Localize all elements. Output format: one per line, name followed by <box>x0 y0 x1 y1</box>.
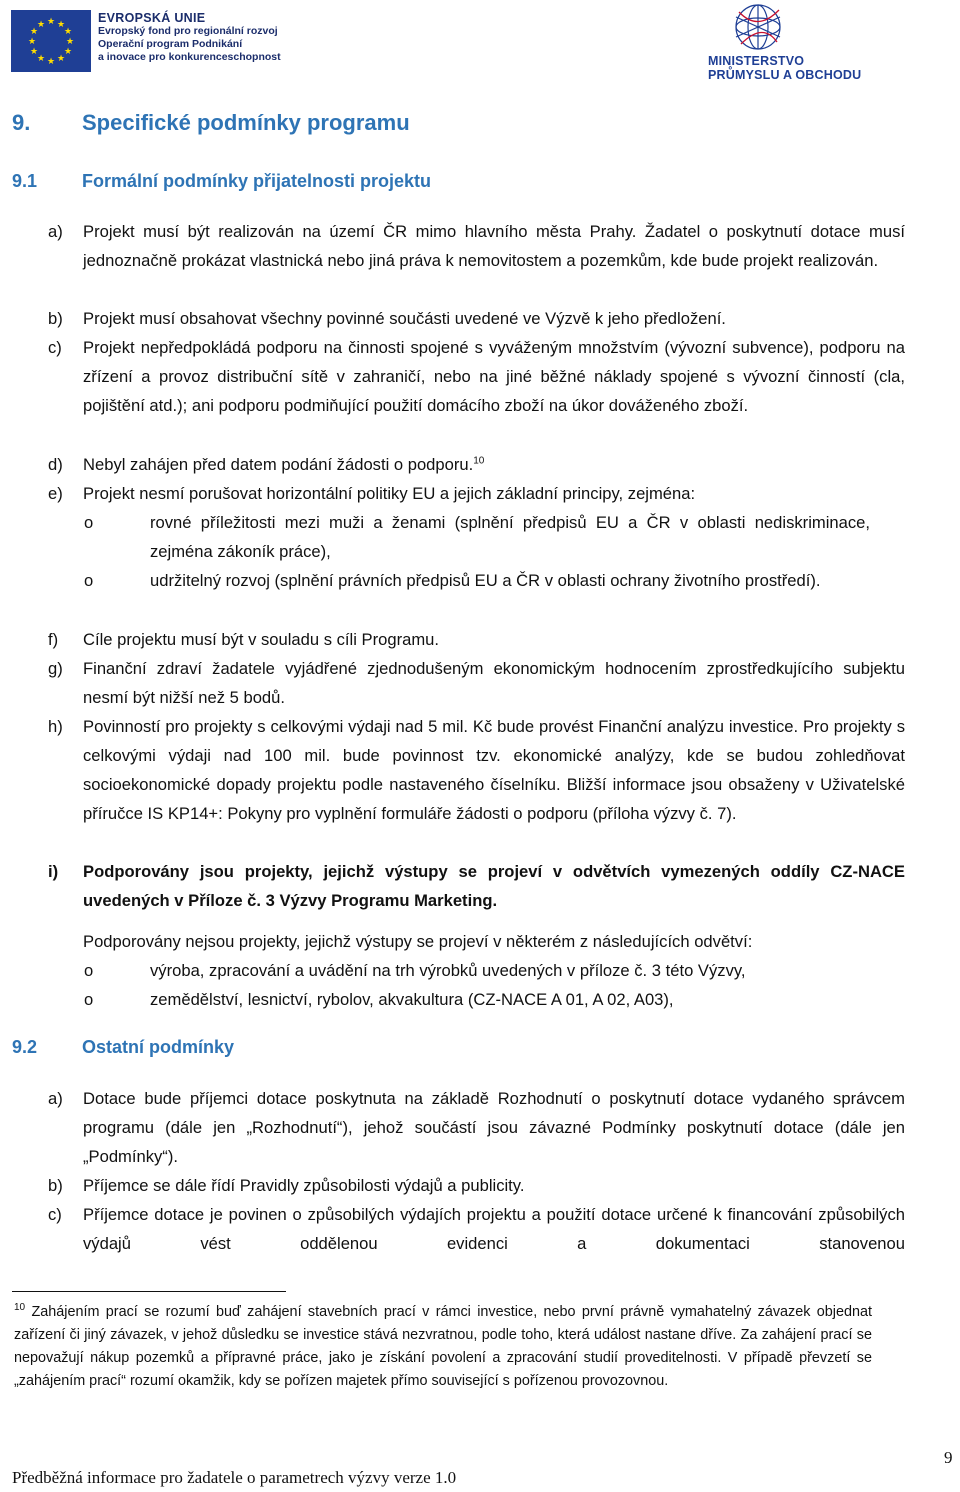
list-label: a) <box>48 1089 63 1108</box>
bullet-marker: o <box>84 990 94 1009</box>
eu-line-4: a inovace pro konkurenceschopnost <box>98 51 281 63</box>
svg-text:★: ★ <box>46 17 56 27</box>
not-supported-intro: Podporovány nejsou projekty, jejichž výstupy se projeví v některém z následujících odvětví: <box>83 932 753 951</box>
list-text: Projekt musí obsahovat všechny povinné součásti uvedené ve Výzvě k jeho předložení. <box>83 309 726 328</box>
list-text: Příjemce dotace je povinen o způsobilých výdajích projektu a použití dotace určené k financování způsobilých výdajů vést oddělenou evidenci a dokumentaci stanovenou <box>83 1205 905 1253</box>
list-label: i) <box>48 862 59 881</box>
list-label: d) <box>48 455 63 474</box>
svg-text:★: ★ <box>63 27 73 37</box>
bullet-marker: o <box>84 571 94 590</box>
svg-text:★: ★ <box>36 20 46 30</box>
ministry-line-1: MINISTERSTVO <box>708 54 805 68</box>
subsection-heading-9-2 <box>12 1037 612 1063</box>
list-text: Projekt nepředpokládá podporu na činnosti spojené s vyváženým množstvím (vývozní subvence), podporu na zřízení a provoz distribuční sítě v zahraničí, nebo na jiné běžné náklady spojené s vývozní činností (cla, pojištění atd.); ani podporu podmiňující použití domácího zboží na úkor dováženého zboží. <box>83 338 905 415</box>
ministry-line-2: PRŮMYSLU A OBCHODU <box>708 68 862 82</box>
footnote <box>14 1301 872 1393</box>
list-label: b) <box>48 1176 63 1195</box>
eu-stars-icon <box>11 10 91 72</box>
bullet-text: zemědělství, lesnictví, rybolov, akvakultura (CZ-NACE A 01, A 02, A03), <box>150 990 674 1009</box>
footnote-text: Zahájením prací se rozumí buď zahájení stavebních prací v rámci investice, nebo první právně vymahatelný závazek objednat zařízení či jiný závazek, v jehož důsledku se investice stává nezvratnou, podle toho, která událost nastane dříve. Za zahájení prací se nepovažují nákup pozemků a přípravné práce, jako je získání povolení a zpracování studií proveditelnosti. V případě převzetí se „zahájením prací“ rozumí okamžik, kdy se pořízen majetek přímo související s pořízenou provozovnou. <box>14 1304 872 1389</box>
svg-text:★: ★ <box>56 20 66 30</box>
list-label: a) <box>48 222 63 241</box>
list-text: Projekt nesmí porušovat horizontální politiky EU a jejich základní principy, zejména: <box>83 484 696 503</box>
list-text: Nebyl zahájen před datem podání žádosti o podporu. <box>83 455 474 474</box>
bullet-text: výroba, zpracování a uvádění na trh výrobků uvedených v příloze č. 3 této Výzvy, <box>150 961 746 980</box>
subsection-number: 9.2 <box>12 1037 38 1057</box>
list-label: g) <box>48 659 63 678</box>
page-footer: Předběžná informace pro žadatele o parametrech výzvy verze 1.0 <box>12 1468 457 1487</box>
subsection-heading-9-1 <box>12 171 612 197</box>
eu-line-1: EVROPSKÁ UNIE <box>98 11 206 25</box>
bullet-marker: o <box>84 513 94 532</box>
list-text: Podporovány jsou projekty, jejichž výstupy se projeví v odvětvích vymezených oddíly CZ-NACE uvedených v Příloze č. 3 Výzvy Programu Marketing. <box>83 862 905 910</box>
svg-text:★: ★ <box>56 54 66 64</box>
subsection-title: Ostatní podmínky <box>82 1037 235 1057</box>
list-text: Cíle projektu musí být v souladu s cíli Programu. <box>83 630 439 649</box>
eu-flag-logo <box>11 10 91 72</box>
subsection-number: 9.1 <box>12 171 38 191</box>
section-title: Specifické podmínky programu <box>82 110 410 135</box>
eu-logo-text <box>98 12 281 64</box>
list-text: Projekt musí být realizován na území ČR mimo hlavního města Prahy. Žadatel o poskytnutí dotace musí jednoznačně prokázat vlastnická nebo jiná práva k nemovitostem a pozemkům, kde bude projekt realizován. <box>83 222 905 270</box>
ministry-logo-text <box>708 54 861 82</box>
ministry-logo <box>705 2 875 82</box>
svg-text:★: ★ <box>27 37 37 47</box>
subsection-title: Formální podmínky přijatelnosti projektu <box>82 171 432 191</box>
footnote-separator <box>12 1291 286 1292</box>
list-label: h) <box>48 717 63 736</box>
list-label: c) <box>48 338 62 357</box>
page-header <box>0 0 960 88</box>
eu-line-2: Evropský fond pro regionální rozvoj <box>98 25 278 37</box>
list-text: Příjemce se dále řídí Pravidly způsobilosti výdajů a publicity. <box>83 1176 525 1195</box>
footnote-ref[interactable]: 10 <box>473 455 485 467</box>
bullet-text: rovné příležitosti mezi muži a ženami (splnění předpisů EU a ČR v oblasti nediskriminace, zejména zákoník práce), <box>150 513 870 561</box>
footnote-number: 10 <box>14 1302 26 1314</box>
section-heading <box>12 110 612 140</box>
bullet-text: udržitelný rozvoj (splnění právních předpisů EU a ČR v oblasti ochrany životního prostředí). <box>150 571 821 590</box>
page-number: 9 <box>944 1448 953 1467</box>
list-text: Dotace bude příjemci dotace poskytnuta na základě Rozhodnutí o poskytnutí dotace vydaného správcem programu (dále jen „Rozhodnutí“), jehož součástí jsou závazné Podmínky poskytnutí dotace (dále jen „Podmínky“). <box>83 1089 905 1166</box>
svg-text:★: ★ <box>63 47 73 57</box>
svg-text:★: ★ <box>65 37 75 47</box>
bullet-marker: o <box>84 961 94 980</box>
list-label: e) <box>48 484 63 503</box>
svg-text:★: ★ <box>29 27 39 37</box>
list-label: b) <box>48 309 63 328</box>
svg-text:★: ★ <box>29 47 39 57</box>
list-text: Povinností pro projekty s celkovými výdaji nad 5 mil. Kč bude provést Finanční analýzu investice. Pro projekty s celkovými výdaji nad 100 mil. bude povinnost tzv. ekonomické analýzy, kde se budou zohledňovat socioekonomické dopady projektu podle nastaveného číselníku. Bližší informace jsou obsaženy v Uživatelské příručce IS KP14+: Pokyny pro vyplnění formuláře žádosti o podporu (příloha výzvy č. 7). <box>83 717 905 823</box>
list-label: f) <box>48 630 59 649</box>
svg-text:★: ★ <box>36 54 46 64</box>
ministry-globe-icon <box>723 2 793 52</box>
svg-text:★: ★ <box>46 57 56 67</box>
list-label: c) <box>48 1205 62 1224</box>
section-number: 9. <box>12 110 31 135</box>
eu-line-3: Operační program Podnikání <box>98 38 243 50</box>
list-text-wrap <box>83 450 905 479</box>
list-text: Finanční zdraví žadatele vyjádřené zjednodušeným ekonomickým hodnocením zprostředkujícího subjektu nesmí být nižší než 5 bodů. <box>83 659 905 707</box>
